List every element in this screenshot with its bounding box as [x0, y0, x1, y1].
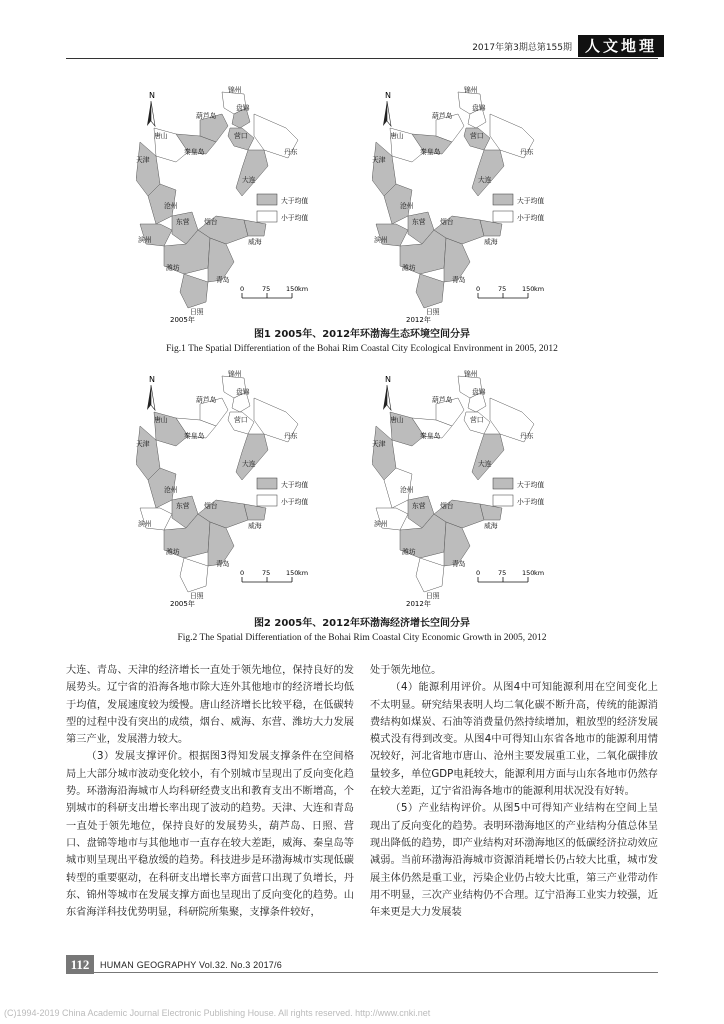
label-dandong: 丹东 [520, 432, 534, 440]
label-qinhuangdao: 秦皇岛 [184, 148, 205, 156]
svg-text:N: N [385, 375, 391, 384]
label-weihai: 威海 [484, 522, 498, 530]
label-tianjin: 天津 [136, 156, 150, 164]
label-qingdao: 青岛 [216, 560, 230, 568]
fig1-caption-zh: 图1 2005年、2012年环渤海生态环境空间分异 [253, 329, 471, 340]
label-jinzhou: 锦州 [464, 370, 478, 378]
label-dandong: 丹东 [284, 432, 298, 440]
label-dalian: 大连 [478, 176, 492, 184]
svg-text:0: 0 [240, 569, 245, 577]
label-tangshan: 唐山 [154, 416, 168, 424]
label-weihai: 威海 [484, 238, 498, 246]
region-rizhao [180, 558, 208, 592]
label-tangshan: 唐山 [154, 132, 168, 140]
label-cangzhou: 沧州 [400, 202, 414, 210]
region-rizhao [416, 274, 444, 308]
legend-below: 小于均值 [517, 214, 545, 222]
label-dalian: 大连 [478, 460, 492, 468]
label-qingdao: 青岛 [452, 276, 466, 284]
label-tianjin: 天津 [372, 440, 386, 448]
label-weifang: 潍坊 [402, 548, 416, 556]
label-weifang: 潍坊 [402, 264, 416, 272]
region-dalian [236, 434, 268, 480]
label-tangshan: 唐山 [390, 416, 404, 424]
svg-text:150: 150 [522, 569, 535, 577]
label-yingkou: 营口 [470, 416, 484, 424]
label-yantai: 烟台 [440, 502, 454, 510]
paragraph: （4）能源利用评价。从图4中可知能源利用在空间变化上不太明显。研究结果表明人均二氧化碳不断升高，传统的能源消费结构如煤炭、石油等消费量仍然持续增加，粗放型的经济发展模式没有得到改变。从图4中可得知山东省各地市的能源利用情况较好，河北省地市唐山、沧州主要发展重工业，二氧化碳排放量较多，单位GDP电耗较大，能源利用方面与山东各地市仍然存在较大差距，辽宁省沿海各地市的能源利用状况没有好转。 [370, 682, 658, 798]
issue-info: 2017年第3期总第155期 [472, 43, 572, 53]
svg-text:km: km [298, 569, 309, 577]
region-dalian [236, 150, 268, 196]
label-huludao: 葫芦岛 [196, 396, 217, 404]
label-cangzhou: 沧州 [164, 202, 178, 210]
fig1-caption-en: Fig.1 The Spatial Differentiation of the Bohai Rim Coastal City Ecological Environment in 2005, 2012 [166, 344, 558, 354]
label-cangzhou: 沧州 [164, 486, 178, 494]
north-arrow-icon [147, 91, 155, 126]
label-huludao: 葫芦岛 [432, 112, 453, 120]
label-yantai: 烟台 [204, 502, 218, 510]
fig2-caption-zh: 图2 2005年、2012年环渤海经济增长空间分异 [253, 618, 471, 629]
label-rizhao: 日照 [426, 592, 440, 600]
label-weihai: 威海 [248, 522, 262, 530]
label-qinhuangdao: 秦皇岛 [184, 432, 205, 440]
svg-text:150: 150 [522, 285, 535, 293]
label-qingdao: 青岛 [216, 276, 230, 284]
map-year: 2012年 [406, 316, 431, 324]
label-jinzhou: 锦州 [228, 370, 242, 378]
label-dalian: 大连 [242, 460, 256, 468]
region-dalian [472, 150, 504, 196]
label-huludao: 葫芦岛 [196, 112, 217, 120]
label-weifang: 潍坊 [166, 264, 180, 272]
label-panjin: 盘锦 [236, 388, 250, 396]
map-fig2-2005 [136, 368, 316, 614]
label-binzhou: 滨州 [138, 520, 152, 528]
map-year: 2005年 [170, 316, 195, 324]
label-yingkou: 营口 [470, 132, 484, 140]
map-legend [257, 478, 308, 506]
svg-text:km: km [534, 569, 545, 577]
label-yantai: 烟台 [440, 218, 454, 226]
scale-bar [476, 285, 544, 298]
map-year: 2005年 [170, 600, 195, 608]
label-dalian: 大连 [242, 176, 256, 184]
label-panjin: 盘锦 [472, 104, 486, 112]
region-rizhao [180, 274, 208, 308]
region-dalian [472, 434, 504, 480]
label-yingkou: 营口 [234, 416, 248, 424]
region-weihai [480, 220, 502, 236]
fig2-caption [66, 614, 658, 643]
footer-journal: HUMAN GEOGRAPHY Vol.32. No.3 2017/6 [100, 960, 282, 970]
paragraph: （3）发展支撑评价。根据图3得知发展支撑条件在空间格局上大部分城市波动变化较小，有个别城市呈现出了反向变化趋势。环渤海沿海城市人均科研经费支出和教育支出不断增高，个别城市的科研支出增长率出现了波动的趋势。天津、大连和青岛一直处于领先地位，保持良好的发展势头，葫芦岛、日照、营口、盘锦等地市与其他地市一直存在较大差距，威海、秦皇岛等城市则呈现出平稳放缓的趋势。科技进步是环渤海城市实现低碳转型的重要驱动，在科研支出增长率方面营口出现了负增长，丹东、锦州等城市在发展支撑方面也呈现出了反向变化的趋势。山东省海洋科技优势明显，科研院所集聚，支撑条件较好， [66, 751, 354, 919]
label-rizhao: 日照 [190, 308, 204, 316]
svg-text:0: 0 [476, 285, 481, 293]
label-jinzhou: 锦州 [464, 86, 478, 94]
map-legend [257, 194, 308, 222]
region-weihai [244, 504, 266, 520]
label-weifang: 潍坊 [166, 548, 180, 556]
svg-text:N: N [149, 91, 155, 100]
region-rizhao [416, 558, 444, 592]
label-jinzhou: 锦州 [228, 86, 242, 94]
body-right-column [370, 662, 658, 921]
label-dandong: 丹东 [520, 148, 534, 156]
label-binzhou: 滨州 [374, 520, 388, 528]
label-panjin: 盘锦 [472, 388, 486, 396]
label-huludao: 葫芦岛 [432, 396, 453, 404]
legend-below: 小于均值 [281, 214, 309, 222]
label-yingkou: 营口 [234, 132, 248, 140]
north-arrow-icon [383, 375, 391, 410]
svg-text:75: 75 [498, 569, 507, 577]
copyright-watermark: (C)1994-2019 China Academic Journal Electronic Publishing House. All rights reserved. http://www.cnki.net [4, 1008, 431, 1018]
fig2-caption-en: Fig.2 The Spatial Differentiation of the Bohai Rim Coastal City Economic Growth in 2005, 2012 [177, 633, 547, 643]
label-binzhou: 滨州 [374, 236, 388, 244]
label-qinhuangdao: 秦皇岛 [420, 432, 441, 440]
legend-above: 大于均值 [517, 197, 545, 205]
scale-bar [240, 569, 308, 582]
svg-text:75: 75 [262, 285, 271, 293]
svg-text:0: 0 [476, 569, 481, 577]
paragraph: （5）产业结构评价。从图5中可得知产业结构在空间上呈现出了反向变化的趋势。表明环渤海地区的产业结构分值总体呈现出降低的趋势，即产业结构对环渤海地区的低碳经济拉动效应减弱。当前环渤海沿海城市资源消耗增长仍占较大比重，城市发展主体仍然是重工业，污染企业仍占较大比重，第三产业带动作用不明显，三次产业结构仍不合理。辽宁沿海工业实力较强，近年来更是大力发展装 [370, 803, 658, 919]
label-panjin: 盘锦 [236, 104, 250, 112]
label-rizhao: 日照 [426, 308, 440, 316]
label-dongying: 东营 [412, 218, 426, 226]
label-cangzhou: 沧州 [400, 486, 414, 494]
legend-above: 大于均值 [281, 197, 309, 205]
label-qinhuangdao: 秦皇岛 [420, 148, 441, 156]
scale-bar [240, 285, 308, 298]
label-dongying: 东营 [176, 502, 190, 510]
map-legend [493, 194, 544, 222]
page-number: 112 [66, 955, 94, 974]
label-tangshan: 唐山 [390, 132, 404, 140]
label-qingdao: 青岛 [452, 560, 466, 568]
map-legend [493, 478, 544, 506]
label-rizhao: 日照 [190, 592, 204, 600]
region-weihai [480, 504, 502, 520]
map-fig2-2012 [372, 368, 552, 614]
label-binzhou: 滨州 [138, 236, 152, 244]
page-footer [66, 955, 658, 975]
svg-text:75: 75 [262, 569, 271, 577]
scale-bar [476, 569, 544, 582]
label-dongying: 东营 [412, 502, 426, 510]
label-dandong: 丹东 [284, 148, 298, 156]
label-dongying: 东营 [176, 218, 190, 226]
label-weihai: 威海 [248, 238, 262, 246]
legend-below: 小于均值 [281, 498, 309, 506]
label-yantai: 烟台 [204, 218, 218, 226]
journal-logo: 人文地理 [578, 35, 664, 57]
svg-text:km: km [298, 285, 309, 293]
svg-text:0: 0 [240, 285, 245, 293]
svg-text:N: N [385, 91, 391, 100]
header-rule [66, 58, 658, 59]
north-arrow-icon [147, 375, 155, 410]
label-tianjin: 天津 [372, 156, 386, 164]
svg-text:75: 75 [498, 285, 507, 293]
map-year: 2012年 [406, 600, 431, 608]
svg-text:150: 150 [286, 285, 299, 293]
svg-text:km: km [534, 285, 545, 293]
map-fig1-2012 [372, 84, 552, 330]
north-arrow-icon [383, 91, 391, 126]
paragraph: 处于领先地位。 [370, 665, 442, 676]
fig1-caption [66, 325, 658, 354]
legend-above: 大于均值 [281, 481, 309, 489]
map-fig1-2005 [136, 84, 316, 330]
svg-text:150: 150 [286, 569, 299, 577]
paragraph: 大连、青岛、天津的经济增长一直处于领先地位，保持良好的发展势头。辽宁省的沿海各地市除大连外其他地市的经济增长均低于均值，发展速度较为缓慢。唐山经济增长比较平稳，在低碳转型的过程中没有突出的成绩，烟台、威海、东营、潍坊大力发展第三产业，发展潜力较大。 [66, 665, 354, 746]
running-header [60, 37, 664, 59]
footer-rule [94, 972, 658, 973]
legend-above: 大于均值 [517, 481, 545, 489]
legend-below: 小于均值 [517, 498, 545, 506]
body-left-column [66, 662, 354, 921]
svg-text:N: N [149, 375, 155, 384]
region-weihai [244, 220, 266, 236]
label-tianjin: 天津 [136, 440, 150, 448]
